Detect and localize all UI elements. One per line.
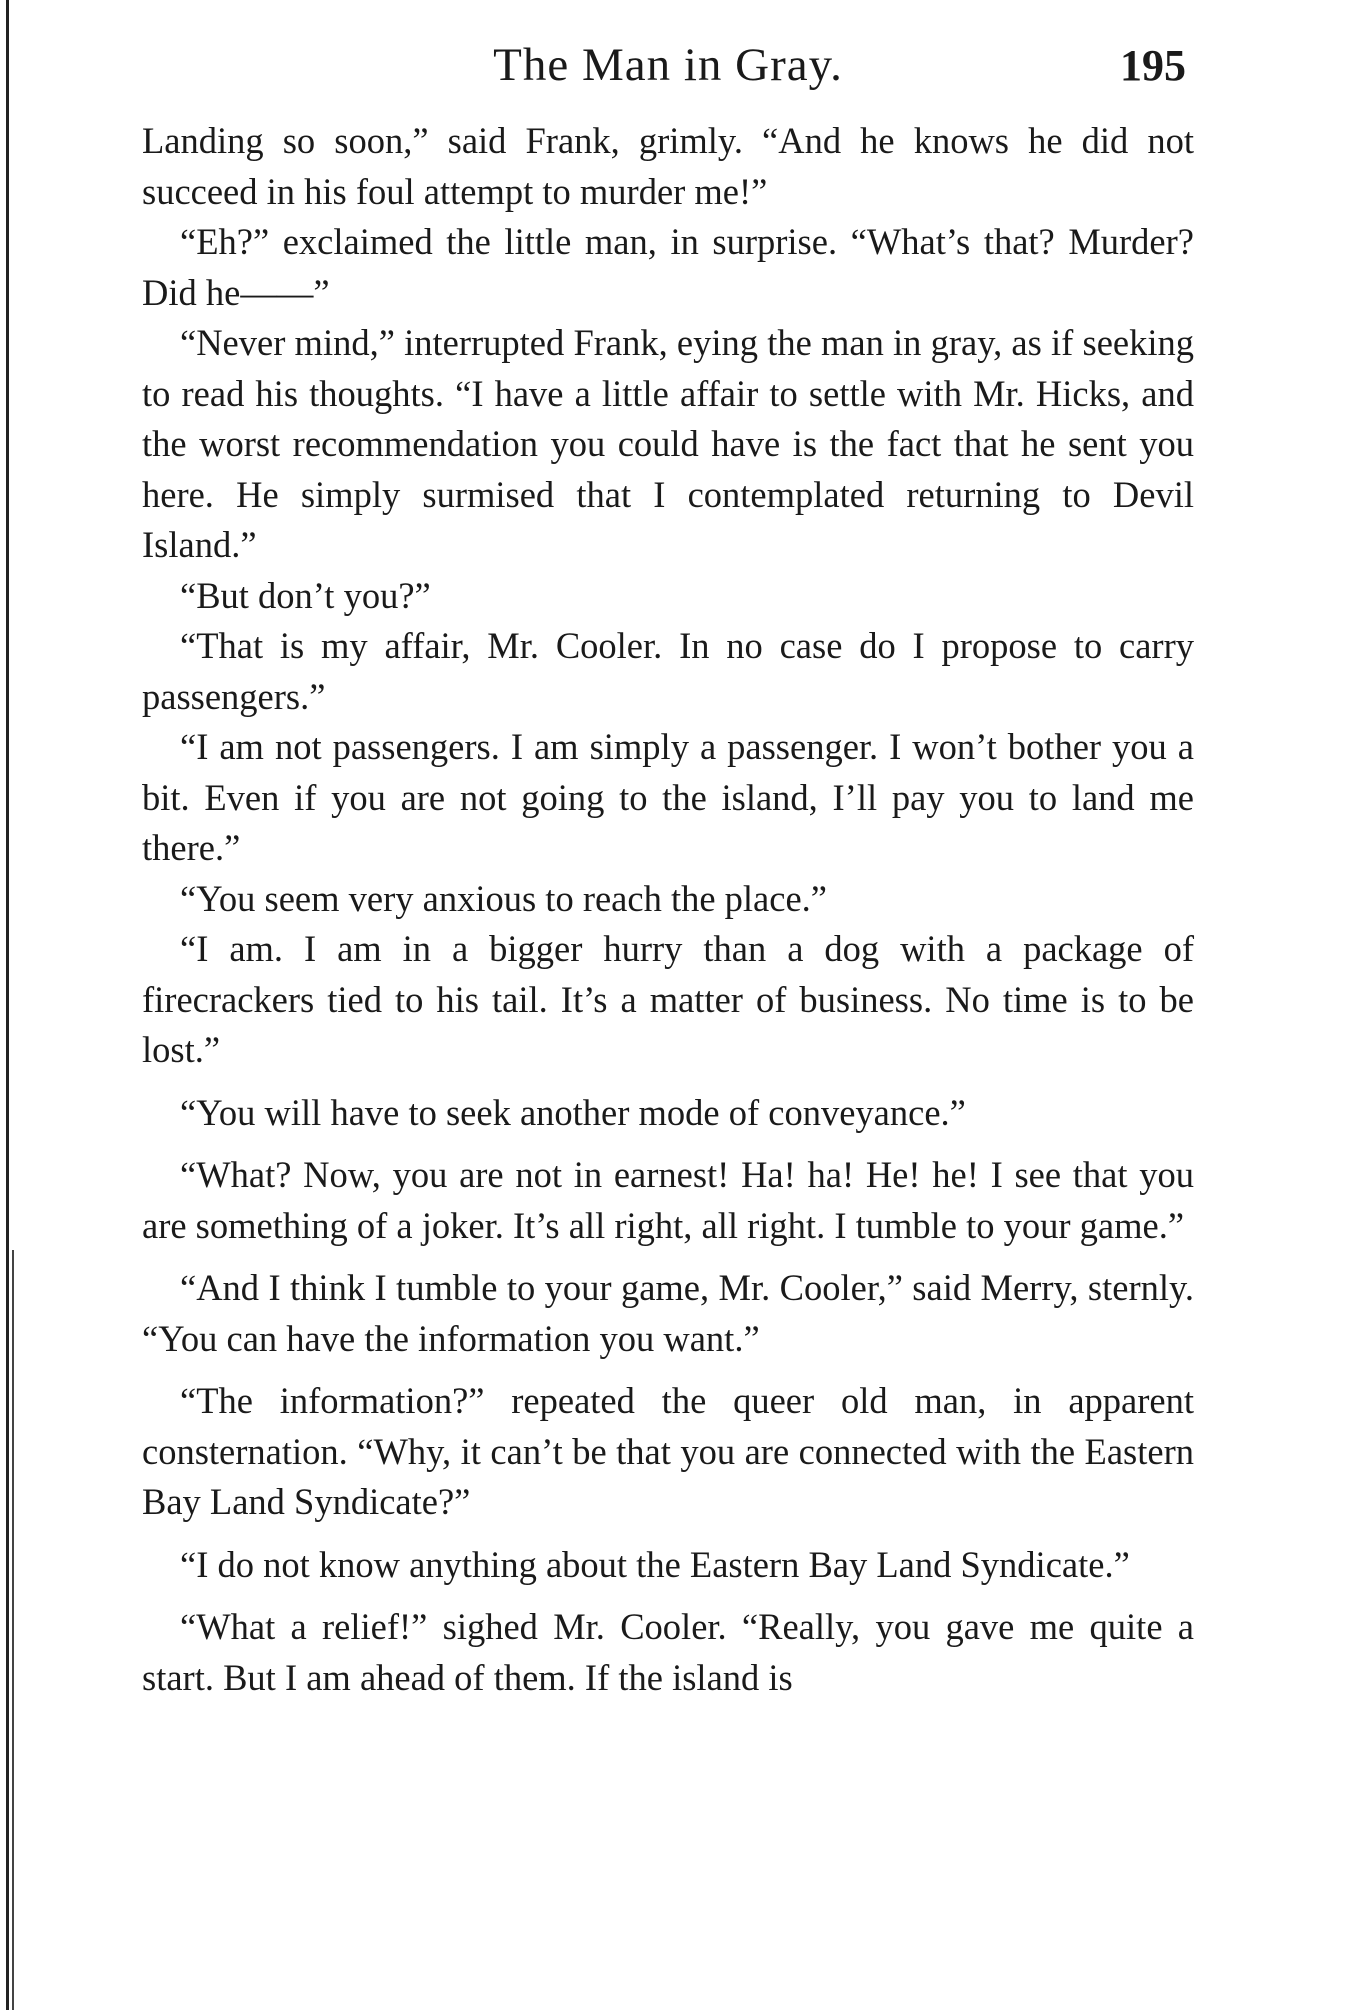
body-text [142, 116, 1194, 1703]
paragraph: “You seem very anxious to reach the place.” [180, 877, 827, 919]
page-number: 195 [1120, 41, 1186, 90]
paragraph: “You will have to seek another mode of conveyance.” [180, 1091, 966, 1133]
page-binding-edge [6, 0, 9, 2010]
page-binding-shadow [12, 1250, 14, 2010]
paragraph: “What? Now, you are not in earnest! Ha! ha! He! he! I see that you are something of a joker. It’s all right, all right. I tumble to your game.” [142, 1154, 1194, 1246]
paragraph: “But don’t you?” [180, 574, 431, 616]
running-head [142, 38, 1194, 108]
running-title: The Man in Gray. [493, 39, 843, 91]
paragraph: “That is my affair, Mr. Cooler. In no case do I propose to carry passengers.” [142, 625, 1194, 717]
paragraph: “I am. I am in a bigger hurry than a dog with a package of firecrackers tied to his tail. It’s a matter of business. No time is to be lost.” [142, 928, 1194, 1070]
paragraph: “What a relief!” sighed Mr. Cooler. “Really, you gave me quite a start. But I am ahead of them. If the island is [142, 1606, 1194, 1698]
paragraph-continuation: Landing so soon,” said Frank, grimly. “And he knows he did not succeed in his foul attempt to murder me!” [142, 120, 1194, 212]
book-page [142, 38, 1194, 1703]
paragraph: “Eh?” exclaimed the little man, in surprise. “What’s that? Murder? Did he——” [142, 221, 1194, 313]
paragraph: “The information?” repeated the queer old man, in apparent consternation. “Why, it can’t be that you are connected with the Eastern Bay Land Syndicate?” [142, 1380, 1194, 1522]
paragraph: “Never mind,” interrupted Frank, eying the man in gray, as if seeking to read his thoughts. “I have a little affair to settle with Mr. Hicks, and the worst recommendation you could have is the fact that he sent you here. He simply surmised that I contemplated returning to Devil Island.” [142, 322, 1194, 565]
paragraph: “I am not passengers. I am simply a passenger. I won’t bother you a bit. Even if you are not going to the island, I’ll pay you to land me there.” [142, 726, 1194, 868]
paragraph: “And I think I tumble to your game, Mr. Cooler,” said Merry, sternly. “You can have the information you want.” [142, 1267, 1194, 1359]
paragraph: “I do not know anything about the Eastern Bay Land Syndicate.” [180, 1543, 1130, 1585]
